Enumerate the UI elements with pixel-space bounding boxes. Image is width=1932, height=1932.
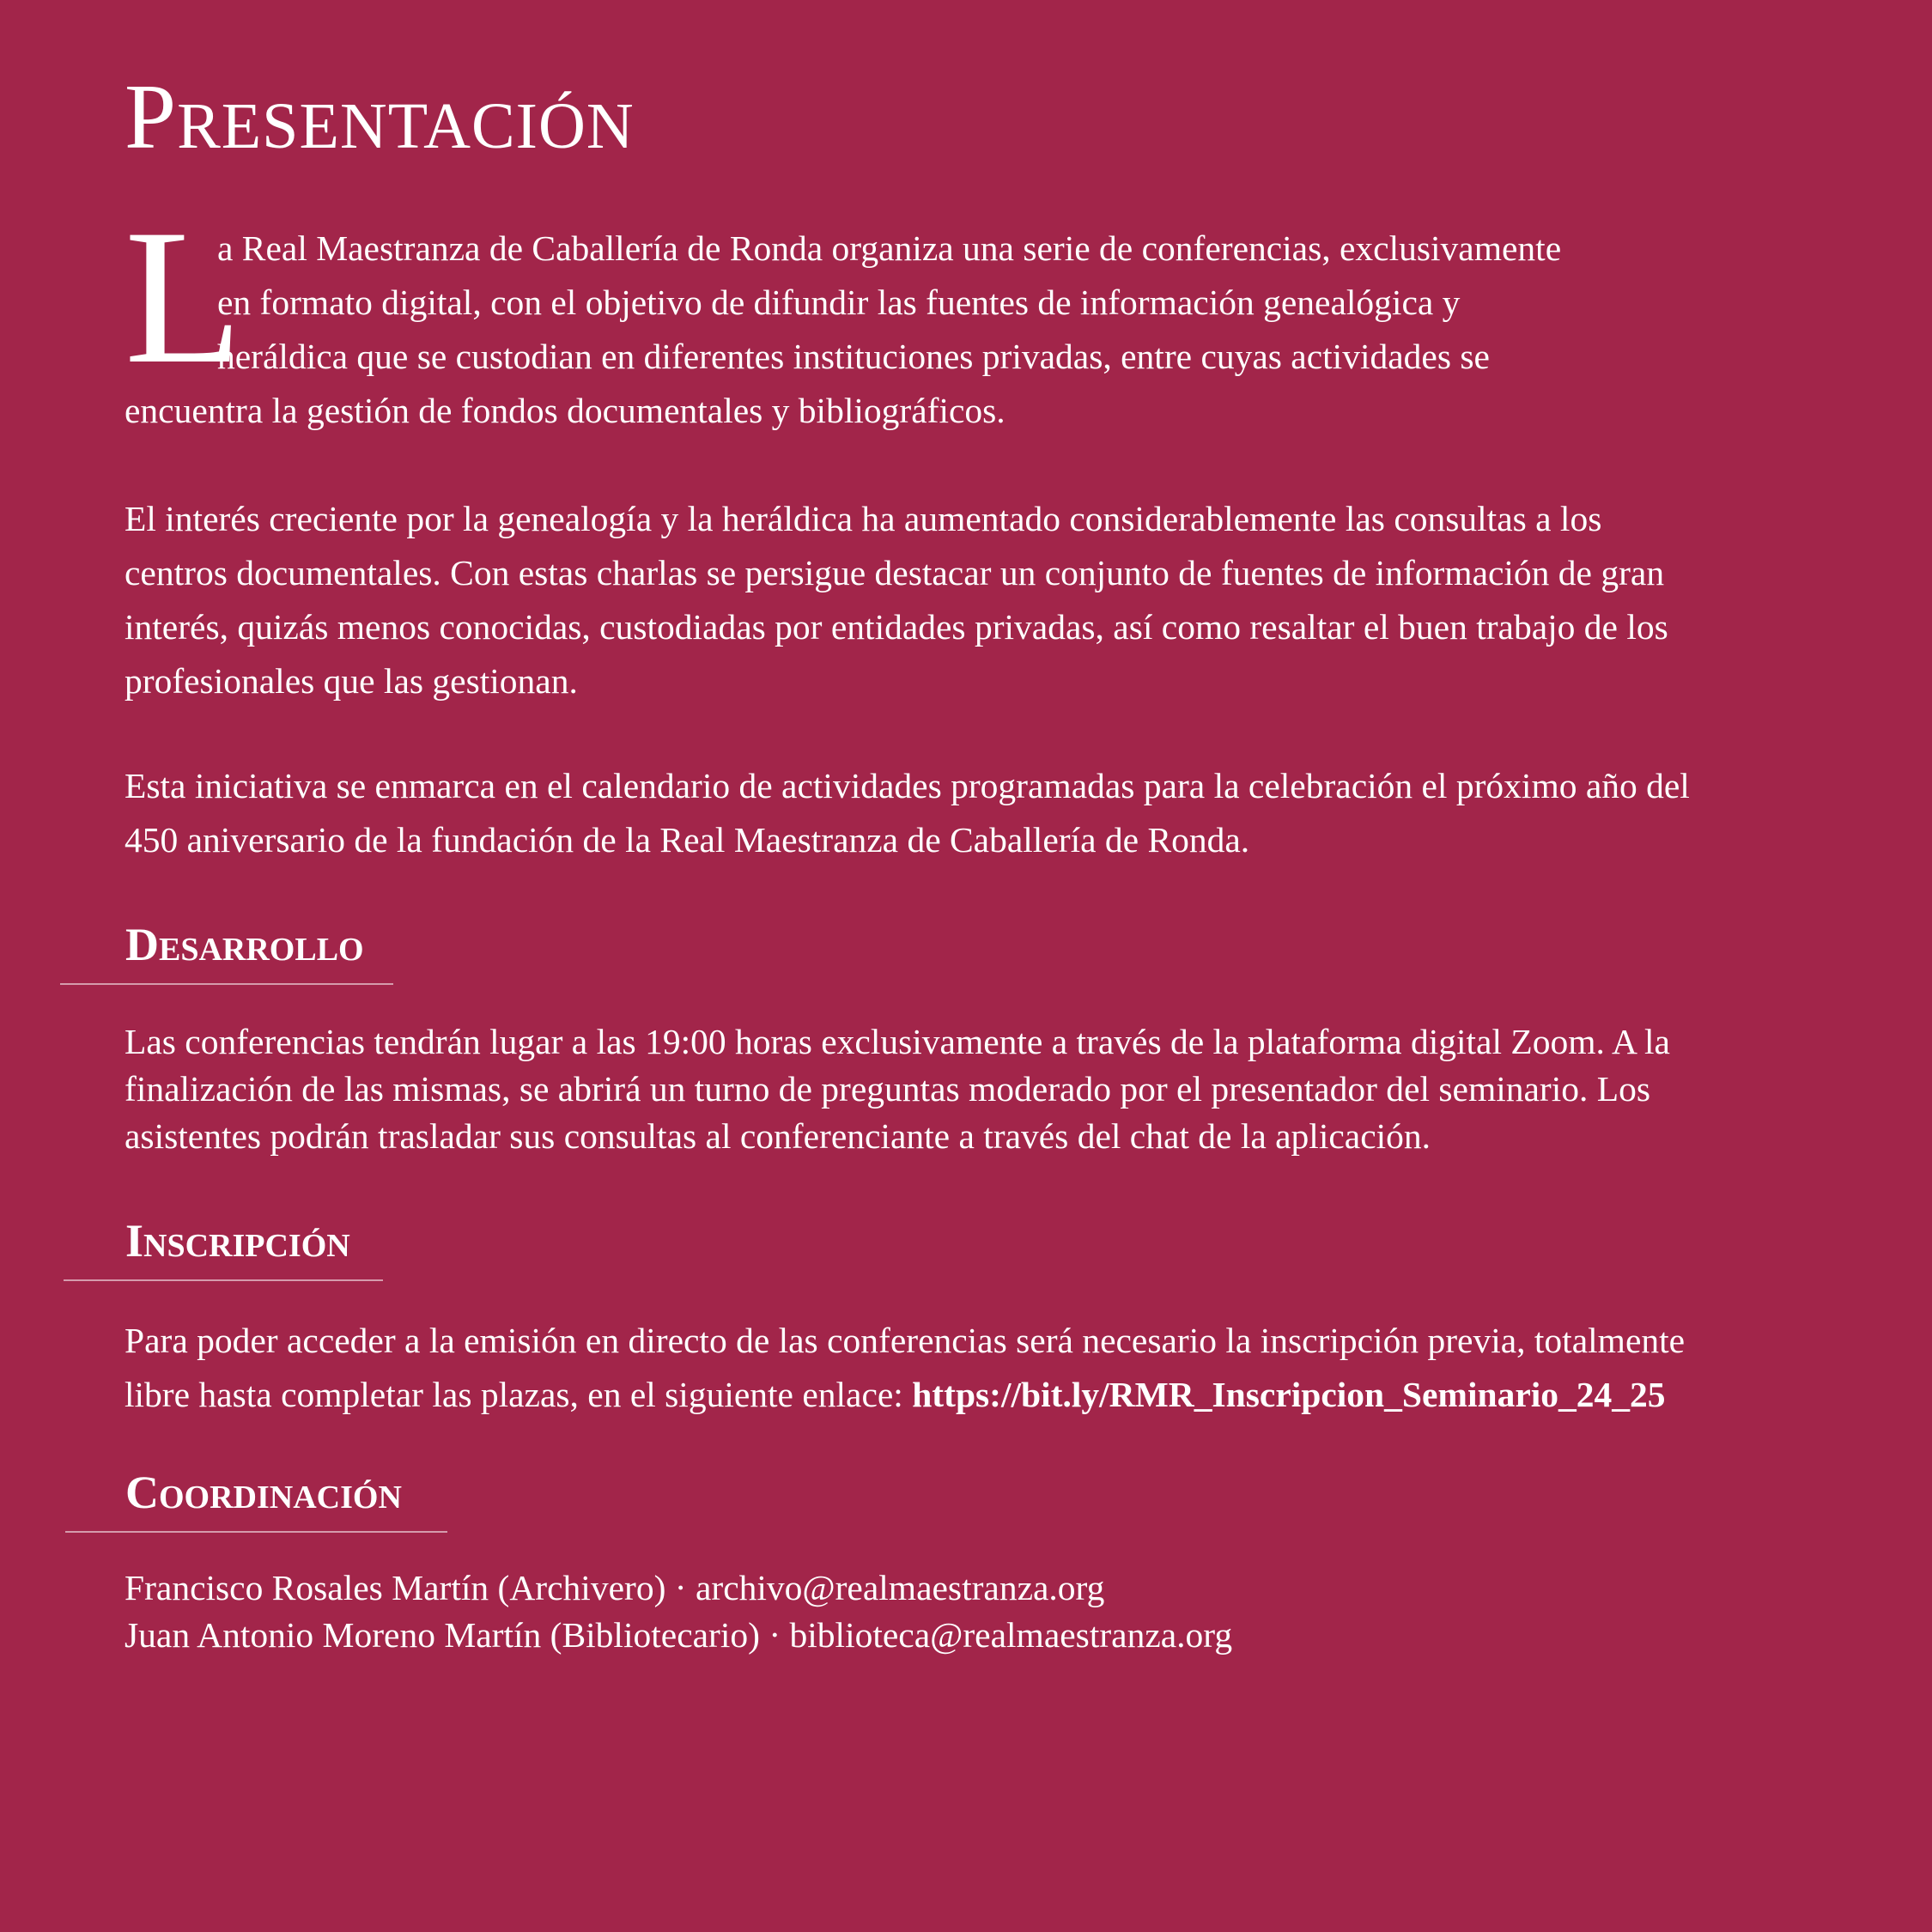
registration-link[interactable]: https://bit.ly/RMR_Inscripcion_Seminario_24_25 — [912, 1375, 1666, 1414]
text-line: Las conferencias tendrán lugar a las 19:00 horas exclusivamente a través de la plataforma digital Zoom. A la — [125, 1022, 1670, 1061]
text-line: en formato digital, con el objetivo de difundir las fuentes de información genealógica y — [217, 283, 1461, 322]
desarrollo-heading: Desarrollo — [125, 919, 364, 970]
inscripcion-heading: Inscripción — [125, 1215, 350, 1267]
text-line: a Real Maestranza de Caballería de Ronda organiza una serie de conferencias, exclusivamente — [217, 228, 1562, 268]
desarrollo-paragraph — [125, 1018, 1850, 1160]
inscripcion-paragraph — [125, 1314, 1850, 1422]
text-line: encuentra la gestión de fondos documentales y bibliográficos. — [125, 391, 1005, 430]
text-line: interés, quizás menos conocidas, custodiadas por entidades privadas, así como resaltar el buen trabajo de los — [125, 607, 1668, 647]
inscripcion-divider — [64, 1279, 383, 1281]
contact-line: Juan Antonio Moreno Martín (Bibliotecario) · biblioteca@realmaestranza.org — [125, 1615, 1233, 1655]
presentacion-heading: Presentación — [125, 66, 635, 168]
text-line: 450 aniversario de la fundación de la Real Maestranza de Caballería de Ronda. — [125, 820, 1250, 860]
text-line: profesionales que las gestionan. — [125, 661, 578, 701]
coordinacion-divider — [65, 1531, 447, 1533]
presentacion-paragraph-2 — [125, 492, 1850, 708]
text-segment: libre hasta completar las plazas, en el siguiente enlace: — [125, 1375, 913, 1414]
text-line — [125, 1368, 1850, 1422]
text-line: heráldica que se custodian en diferentes instituciones privadas, entre cuyas actividades se — [217, 337, 1490, 376]
contact-line: Francisco Rosales Martín (Archivero) · archivo@realmaestranza.org — [125, 1568, 1105, 1607]
coordinacion-heading: Coordinación — [125, 1467, 402, 1518]
text-line: centros documentales. Con estas charlas se persigue destacar un conjunto de fuentes de información de gran — [125, 553, 1665, 592]
text-line: asistentes podrán trasladar sus consultas al conferenciante a través del chat de la aplicación. — [125, 1116, 1431, 1156]
text-line: El interés creciente por la genealogía y la heráldica ha aumentado considerablemente las consultas a los — [125, 499, 1602, 538]
drop-cap-letter: L — [125, 189, 243, 404]
presentacion-paragraph-1 — [125, 222, 1850, 438]
text-line: finalización de las mismas, se abrirá un turno de preguntas moderado por el presentador del seminario. Los — [125, 1069, 1651, 1109]
presentacion-paragraph-3 — [125, 759, 1850, 867]
coordinacion-contacts — [125, 1564, 1850, 1659]
text-line: Para poder acceder a la emisión en directo de las conferencias será necesario la inscripción previa, totalmente — [125, 1321, 1686, 1360]
text-line: Esta iniciativa se enmarca en el calendario de actividades programadas para la celebración el próximo año del — [125, 766, 1690, 805]
desarrollo-divider — [60, 983, 393, 985]
